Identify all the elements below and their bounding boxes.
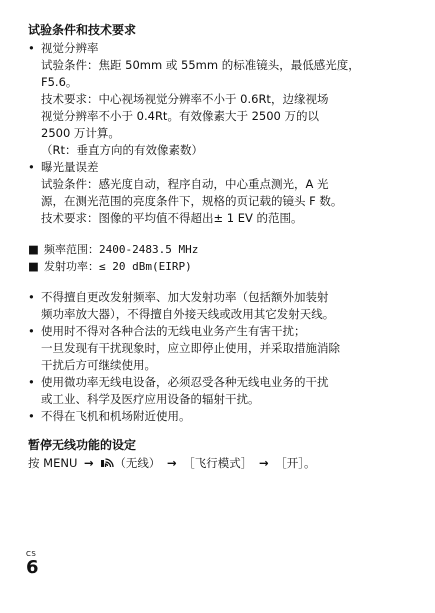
text-line: 频功率放大器），不得擅自外接天线或改用其它发射天线。 xyxy=(41,307,335,321)
page-footer xyxy=(26,550,39,577)
bullet: • xyxy=(28,409,35,423)
bullet: • xyxy=(28,160,35,174)
text-line: 使用时不得对各种合法的无线电业务产生有害干扰； xyxy=(41,324,306,338)
spec-item-exposure xyxy=(28,159,408,227)
rule-item xyxy=(28,289,408,323)
arrow: → xyxy=(166,456,177,470)
text-line: （Rt：垂直方向的有效像素数） xyxy=(41,143,203,157)
rule-item xyxy=(28,408,408,425)
text-line: 或工业、科学及医疗应用设备的辐射干扰。 xyxy=(41,392,260,406)
spec-text: 发射功率：≤ 20 dBm(EIRP) xyxy=(44,260,192,273)
text-line: 技术要求：中心视场视觉分辨率不小于 0.6Rt，边缘视场 xyxy=(41,92,329,106)
arrow: → xyxy=(258,456,269,470)
rule-item xyxy=(28,374,408,408)
bullet: • xyxy=(28,41,35,55)
text-line: 试验条件：焦距 50mm 或 55mm 的标准镜头，最低感光度， xyxy=(41,58,360,72)
menu-path xyxy=(28,455,408,472)
bullet: • xyxy=(28,290,35,304)
text-line: 不得在飞机和机场附近使用。 xyxy=(41,409,191,423)
section-title-test-conditions: 试验条件和技术要求 xyxy=(28,23,137,37)
menu-step-airplane-mode: ［飞行模式］ xyxy=(183,456,253,470)
page-number: 6 xyxy=(26,557,39,578)
menu-step-wireless: （无线） xyxy=(114,456,161,470)
menu-step-on: ［开］。 xyxy=(275,456,316,470)
text-line: 一旦发现有干扰现象时，应立即停止使用，并采取措施消除 xyxy=(41,341,340,355)
spec-item-resolution xyxy=(28,40,408,159)
spec-frequency xyxy=(28,241,408,258)
spec-text: 频率范围：2400-2483.5 MHz xyxy=(44,243,199,256)
square-bullet: ■ xyxy=(28,259,39,273)
rule-item xyxy=(28,323,408,374)
text-line: 使用微功率无线电设备，必须忍受各种无线电业务的干扰 xyxy=(41,375,329,389)
bullet: • xyxy=(28,324,35,338)
section-title-disable-wireless: 暂停无线功能的设定 xyxy=(28,438,137,452)
square-bullet: ■ xyxy=(28,242,39,256)
item-label: 视觉分辨率 xyxy=(41,41,99,55)
text-line: 源，在测光范围的亮度条件下，规格的页记载的镜头 F 数。 xyxy=(41,194,343,208)
spec-power xyxy=(28,258,408,275)
text-line: 不得擅自更改发射频率、加大发射功率（包括额外加装射 xyxy=(41,290,329,304)
text-line: 技术要求：图像的平均值不得超出± 1 EV 的范围。 xyxy=(41,211,303,225)
arrow: → xyxy=(84,456,94,470)
wireless-icon xyxy=(100,456,114,470)
bullet: • xyxy=(28,375,35,389)
text-line: 试验条件：感光度自动，程序自动，中心重点测光，A 光 xyxy=(41,177,329,191)
text-line: F5.6。 xyxy=(41,75,78,89)
language-code: CS xyxy=(26,550,37,558)
menu-path-prefix: 按 MENU xyxy=(28,456,78,470)
text-line: 2500 万计算。 xyxy=(41,126,120,140)
text-line: 干扰后方可继续使用。 xyxy=(41,358,156,372)
text-line: 视觉分辨率不小于 0.4Rt。有效像素大于 2500 万的以 xyxy=(41,109,320,123)
manual-page xyxy=(28,22,408,472)
item-label: 曝光量误差 xyxy=(41,160,99,174)
